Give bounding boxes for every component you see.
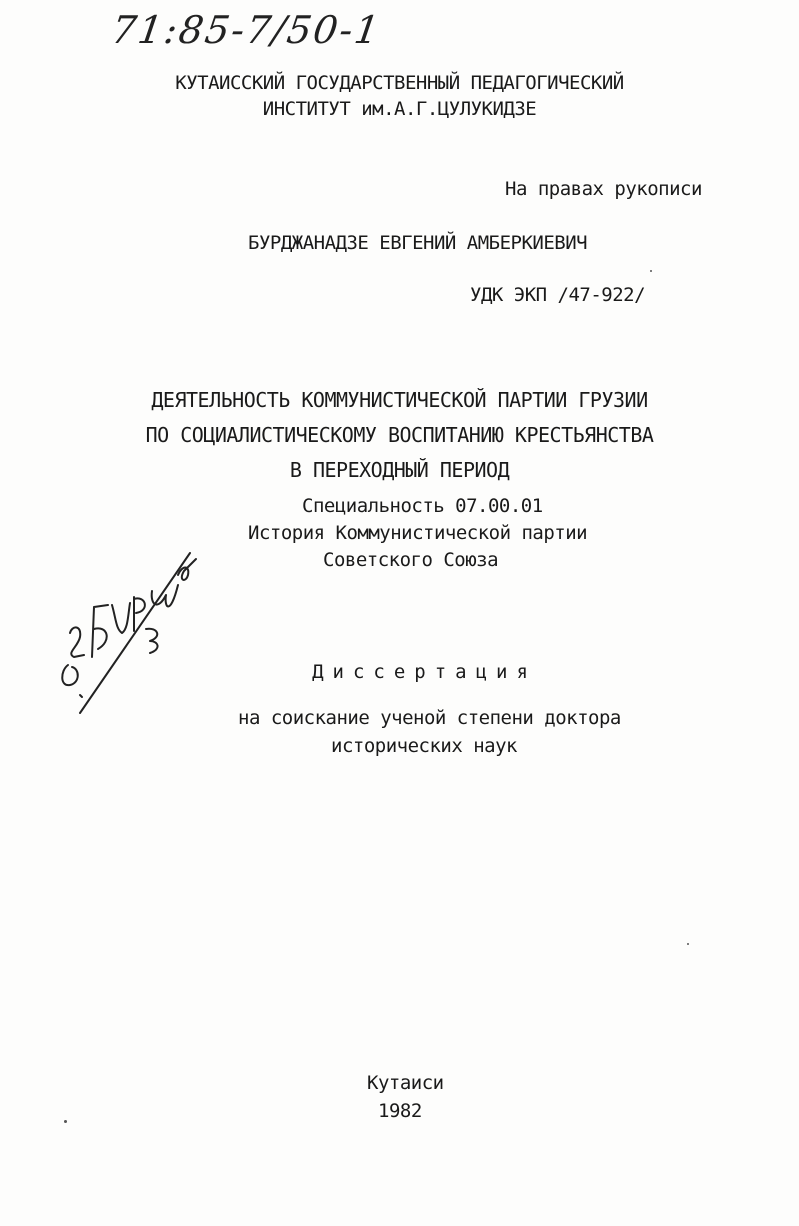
institute-name-line-1: КУТАИССКИЙ ГОСУДАРСТВЕННЫЙ ПЕДАГОГИЧЕСКИЙ — [175, 72, 624, 94]
dissertation-title-line-2: ПО СОЦИАЛИСТИЧЕСКОМУ ВОСПИТАНИЮ КРЕСТЬЯНСТВА — [145, 423, 654, 447]
archive-code: 71:85-7/50-1 — [108, 8, 384, 52]
author-name: БУРДЖАНАДЗЕ ЕВГЕНИЙ АМБЕРКИЕВИЧ — [248, 232, 588, 254]
udc-code: УДК ЭКП /47-922/ — [470, 284, 646, 306]
specialty-line-2: История Коммунистической партии — [248, 522, 588, 544]
specialty-line-3: Советского Союза — [323, 549, 499, 571]
scan-speck — [687, 943, 689, 945]
specialty-line-1: Специальность 07.00.01 — [302, 495, 543, 517]
dissertation-title-line-3: В ПЕРЕХОДНЫЙ ПЕРИОД — [289, 458, 510, 482]
year: 1982 — [378, 1100, 422, 1122]
dissertation-title-line-1: ДЕЯТЕЛЬНОСТЬ КОММУНИСТИЧЕСКОЙ ПАРТИИ ГРУЗИИ — [151, 388, 648, 412]
handwritten-annotation — [50, 545, 210, 725]
manuscript-rights: На правах рукописи — [505, 178, 702, 200]
scan-speck — [650, 270, 652, 272]
document-type: Диссертация — [312, 661, 537, 683]
city: Кутаиси — [367, 1072, 444, 1094]
scan-speck — [64, 1120, 67, 1123]
degree-line-2: исторических наук — [331, 735, 517, 757]
degree-line-1: на соискание ученой степени доктора — [238, 707, 621, 729]
institute-name-line-2: ИНСТИТУТ им.А.Г.ЦУЛУКИДЗЕ — [262, 98, 537, 120]
